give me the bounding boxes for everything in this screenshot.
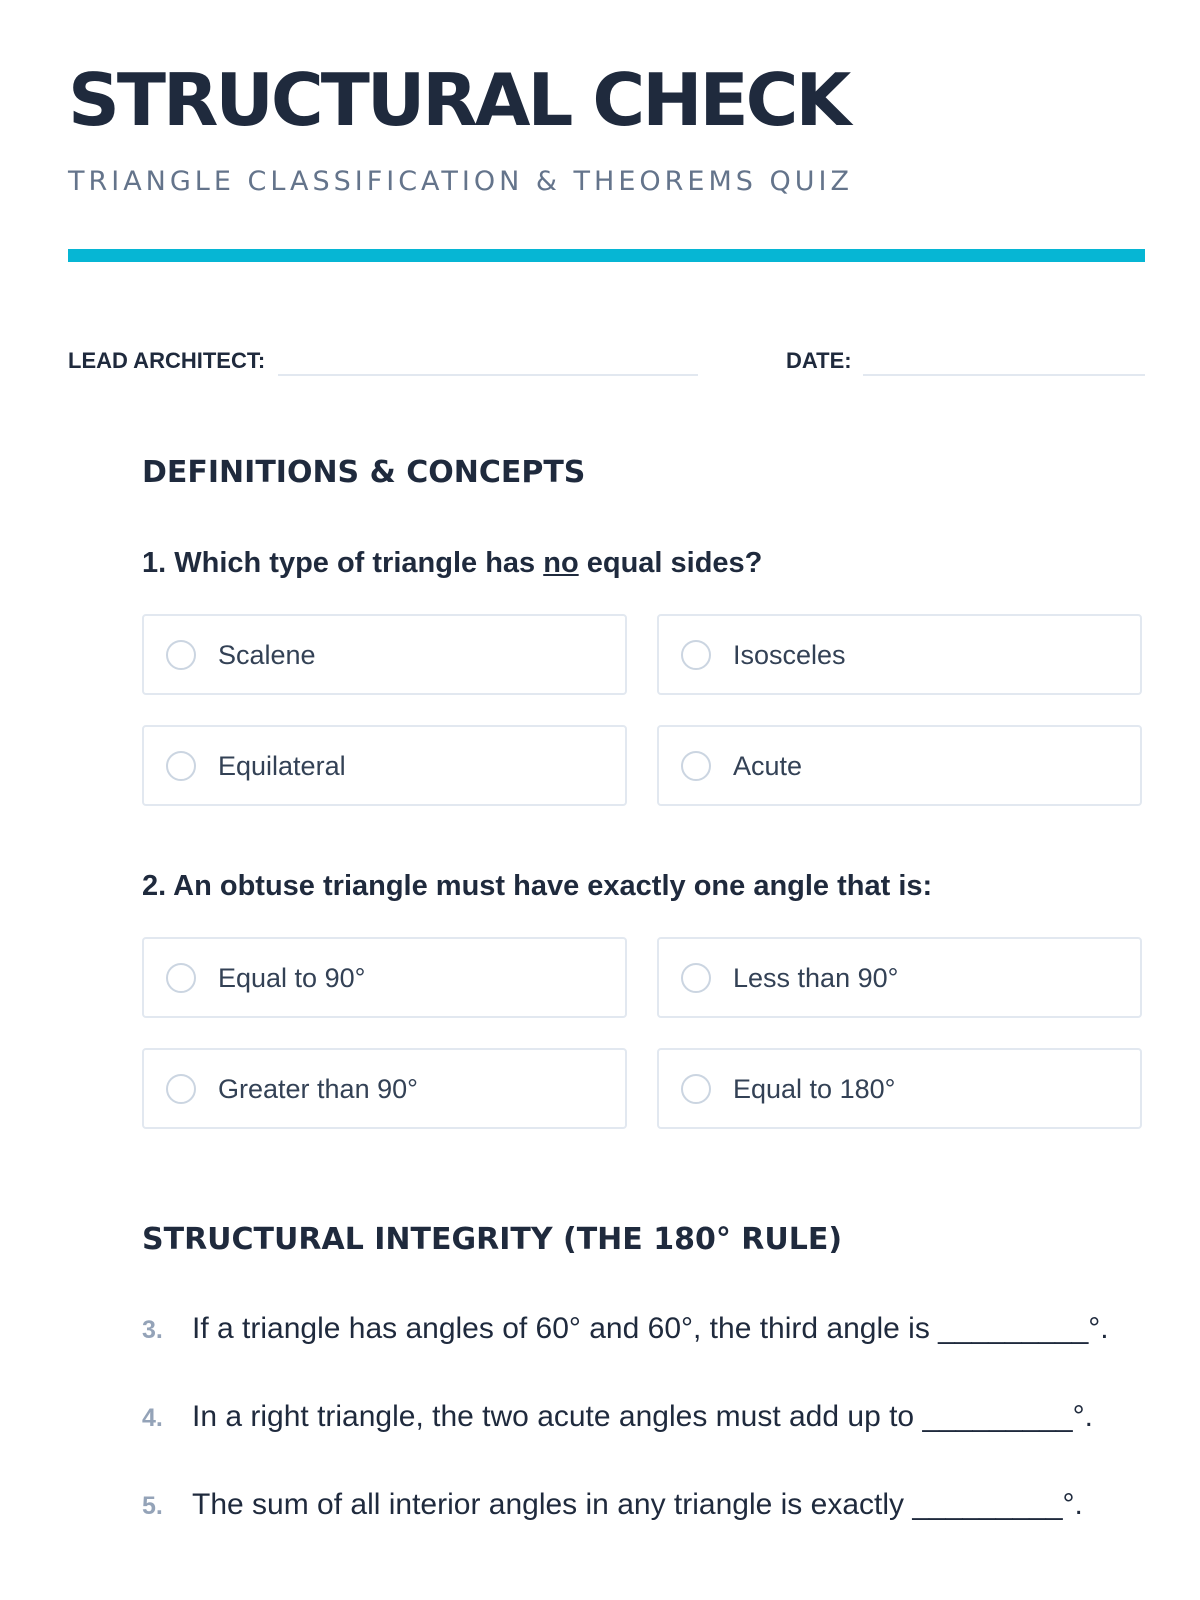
question-2: 2. An obtuse triangle must have exactly one angle that is: (142, 870, 933, 902)
radio-button[interactable] (681, 963, 711, 993)
radio-button[interactable] (681, 1074, 711, 1104)
item-text: If a triangle has angles of 60° and 60°, the third angle is _________°. (192, 1312, 1109, 1345)
option-label: Equal to 180° (733, 1074, 896, 1104)
q1-option-equilateral[interactable] (142, 725, 627, 806)
lead-architect-field[interactable] (278, 374, 698, 376)
radio-button[interactable] (681, 640, 711, 670)
page-subtitle: TRIANGLE CLASSIFICATION & THEOREMS QUIZ (68, 166, 853, 197)
option-label: Greater than 90° (218, 1074, 418, 1104)
q1-option-isosceles[interactable] (657, 614, 1142, 695)
question-1 (142, 549, 762, 578)
option-label: Less than 90° (733, 963, 899, 993)
radio-button[interactable] (166, 963, 196, 993)
option-label: Acute (733, 751, 803, 781)
q1-option-scalene[interactable] (142, 614, 627, 695)
fill-item-3 (142, 1314, 1109, 1344)
question-1-suffix: equal sides? (578, 547, 763, 579)
item-text: In a right triangle, the two acute angles must add up to _________°. (192, 1400, 1093, 1433)
page-title: STRUCTURAL CHECK (68, 58, 849, 142)
section-heading-definitions: DEFINITIONS & CONCEPTS (142, 455, 586, 490)
section-heading-integrity: STRUCTURAL INTEGRITY (THE 180° RULE) (142, 1222, 843, 1257)
radio-button[interactable] (166, 640, 196, 670)
question-1-emphasis: no (543, 547, 579, 579)
q2-option-greater-90[interactable] (142, 1048, 627, 1129)
radio-button[interactable] (166, 751, 196, 781)
fill-item-5 (142, 1490, 1083, 1520)
lead-architect-label: LEAD ARCHITECT: (68, 348, 266, 373)
radio-button[interactable] (681, 751, 711, 781)
item-number: 5. (142, 1492, 163, 1520)
radio-button[interactable] (166, 1074, 196, 1104)
q2-option-equal-180[interactable] (657, 1048, 1142, 1129)
question-1-prefix: 1. Which type of triangle has (142, 547, 544, 579)
date-field[interactable] (863, 374, 1145, 376)
option-label: Equal to 90° (218, 963, 366, 993)
option-label: Isosceles (733, 640, 846, 670)
q1-option-acute[interactable] (657, 725, 1142, 806)
date-label: DATE: (786, 348, 852, 373)
fill-item-4 (142, 1402, 1093, 1432)
accent-divider (68, 249, 1145, 262)
q2-option-less-90[interactable] (657, 937, 1142, 1018)
item-number: 3. (142, 1316, 163, 1344)
option-label: Scalene (218, 640, 316, 670)
item-number: 4. (142, 1404, 163, 1432)
option-label: Equilateral (218, 751, 346, 781)
item-text: The sum of all interior angles in any triangle is exactly _________°. (192, 1488, 1083, 1521)
q2-option-equal-90[interactable] (142, 937, 627, 1018)
